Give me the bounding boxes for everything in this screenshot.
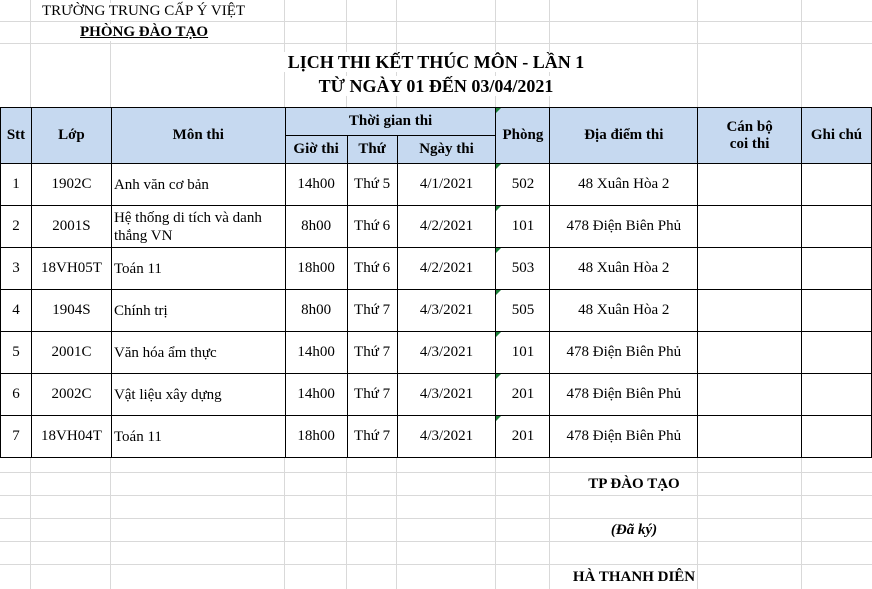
cell-ghi-chu[interactable] [802, 164, 872, 206]
table-row [1, 164, 872, 206]
cell-can-bo[interactable] [698, 206, 802, 248]
cell-gio-thi[interactable]: 8h00 [285, 206, 347, 248]
gridline [0, 43, 872, 44]
cell-can-bo[interactable] [698, 164, 802, 206]
gridline [0, 518, 872, 519]
cell-dia-diem[interactable]: 478 Điện Biên Phủ [550, 416, 698, 458]
table-row [1, 374, 872, 416]
cell-dia-diem[interactable]: 48 Xuân Hòa 2 [550, 248, 698, 290]
gridline [0, 564, 872, 565]
cell-ngay-thi[interactable]: 4/3/2021 [397, 332, 496, 374]
cell-dia-diem[interactable]: 48 Xuân Hòa 2 [550, 290, 698, 332]
cell-mon-thi[interactable]: Toán 11 [111, 248, 285, 290]
cell-dia-diem[interactable]: 478 Điện Biên Phủ [550, 374, 698, 416]
header-thu: Thứ [347, 136, 397, 164]
cell-mon-thi[interactable]: Toán 11 [111, 416, 285, 458]
cell-thu[interactable]: Thứ 7 [347, 416, 397, 458]
cell-thu[interactable]: Thứ 7 [347, 290, 397, 332]
cell-gio-thi[interactable]: 8h00 [285, 290, 347, 332]
header-stt: Stt [1, 108, 32, 164]
cell-ngay-thi[interactable]: 4/3/2021 [397, 374, 496, 416]
cell-thu[interactable]: Thứ 5 [347, 164, 397, 206]
signature-status: (Đã ký) [610, 522, 658, 538]
gridline [0, 472, 872, 473]
cell-gio-thi[interactable]: 18h00 [285, 416, 347, 458]
cell-lop[interactable]: 1902C [31, 164, 111, 206]
cell-mon-thi[interactable]: Văn hóa ẩm thực [111, 332, 285, 374]
cell-gio-thi[interactable]: 14h00 [285, 164, 347, 206]
gridline [0, 495, 872, 496]
department-name: PHÒNG ĐÀO TẠO [80, 24, 209, 40]
gridline [0, 541, 872, 542]
cell-lop[interactable]: 18VH04T [31, 416, 111, 458]
signature-role: TP ĐÀO TẠO [588, 476, 680, 492]
cell-mon-thi[interactable]: Anh văn cơ bản [111, 164, 285, 206]
cell-dia-diem[interactable]: 478 Điện Biên Phủ [550, 332, 698, 374]
cell-phong[interactable]: 101 [496, 206, 550, 248]
cell-ghi-chu[interactable] [802, 332, 872, 374]
cell-mon-thi[interactable]: Vật liệu xây dựng [111, 374, 285, 416]
header-gio-thi: Giờ thi [285, 136, 347, 164]
cell-stt[interactable]: 2 [1, 206, 32, 248]
cell-ghi-chu[interactable] [802, 206, 872, 248]
school-name: TRƯỜNG TRUNG CẤP Ý VIỆT [42, 3, 246, 19]
cell-thu[interactable]: Thứ 6 [347, 248, 397, 290]
cell-ngay-thi[interactable]: 4/2/2021 [397, 206, 496, 248]
title-line-2: TỪ NGÀY 01 ĐẾN 03/04/2021 [315, 76, 558, 96]
table-row [1, 332, 872, 374]
cell-gio-thi[interactable]: 18h00 [285, 248, 347, 290]
cell-phong[interactable]: 503 [496, 248, 550, 290]
header-ngay-thi: Ngày thi [397, 136, 496, 164]
cell-mon-thi[interactable]: Hệ thống di tích và danh thắng VN [111, 206, 285, 248]
header-mon-thi: Môn thi [111, 108, 285, 164]
cell-phong[interactable]: 505 [496, 290, 550, 332]
cell-can-bo[interactable] [698, 290, 802, 332]
cell-ghi-chu[interactable] [802, 248, 872, 290]
header-can-bo-line2: coi thi [729, 135, 770, 152]
cell-gio-thi[interactable]: 14h00 [285, 332, 347, 374]
cell-can-bo[interactable] [698, 374, 802, 416]
signature-name: HÀ THANH DIÊN [572, 569, 696, 585]
cell-phong[interactable]: 502 [496, 164, 550, 206]
cell-ghi-chu[interactable] [802, 290, 872, 332]
cell-lop[interactable]: 18VH05T [31, 248, 111, 290]
page-title [0, 52, 872, 73]
cell-ngay-thi[interactable]: 4/1/2021 [397, 164, 496, 206]
cell-gio-thi[interactable]: 14h00 [285, 374, 347, 416]
cell-mon-thi[interactable]: Chính trị [111, 290, 285, 332]
cell-thu[interactable]: Thứ 7 [347, 374, 397, 416]
table-row [1, 248, 872, 290]
cell-ngay-thi[interactable]: 4/3/2021 [397, 290, 496, 332]
page-subtitle [0, 76, 872, 97]
header-lop: Lớp [31, 108, 111, 164]
cell-thu[interactable]: Thứ 6 [347, 206, 397, 248]
table-row [1, 290, 872, 332]
cell-stt[interactable]: 3 [1, 248, 32, 290]
header-ghi-chu: Ghi chú [802, 108, 872, 164]
cell-dia-diem[interactable]: 48 Xuân Hòa 2 [550, 164, 698, 206]
cell-ngay-thi[interactable]: 4/3/2021 [397, 416, 496, 458]
cell-can-bo[interactable] [698, 332, 802, 374]
cell-can-bo[interactable] [698, 416, 802, 458]
cell-stt[interactable]: 4 [1, 290, 32, 332]
exam-schedule-table [0, 107, 872, 458]
header-can-bo-coi-thi [698, 108, 802, 164]
gridline [0, 21, 872, 22]
header-phong: Phòng [496, 108, 550, 164]
table-row [1, 206, 872, 248]
cell-lop[interactable]: 2001C [31, 332, 111, 374]
table-row [1, 416, 872, 458]
title-line-1: LỊCH THI KẾT THÚC MÔN - LẦN 1 [284, 52, 589, 72]
cell-lop[interactable]: 2001S [31, 206, 111, 248]
cell-phong[interactable]: 101 [496, 332, 550, 374]
cell-thu[interactable]: Thứ 7 [347, 332, 397, 374]
cell-lop[interactable]: 1904S [31, 290, 111, 332]
cell-stt[interactable]: 5 [1, 332, 32, 374]
cell-stt[interactable]: 7 [1, 416, 32, 458]
cell-ghi-chu[interactable] [802, 416, 872, 458]
cell-can-bo[interactable] [698, 248, 802, 290]
cell-phong[interactable]: 201 [496, 416, 550, 458]
cell-lop[interactable]: 2002C [31, 374, 111, 416]
cell-ngay-thi[interactable]: 4/2/2021 [397, 248, 496, 290]
cell-phong[interactable]: 201 [496, 374, 550, 416]
header-can-bo-line1: Cán bộ [726, 118, 773, 135]
cell-dia-diem[interactable]: 478 Điện Biên Phủ [550, 206, 698, 248]
cell-stt[interactable]: 6 [1, 374, 32, 416]
cell-stt[interactable]: 1 [1, 164, 32, 206]
header-dia-diem-thi: Địa điểm thi [550, 108, 698, 164]
header-thoi-gian-thi: Thời gian thi [285, 108, 496, 136]
cell-ghi-chu[interactable] [802, 374, 872, 416]
